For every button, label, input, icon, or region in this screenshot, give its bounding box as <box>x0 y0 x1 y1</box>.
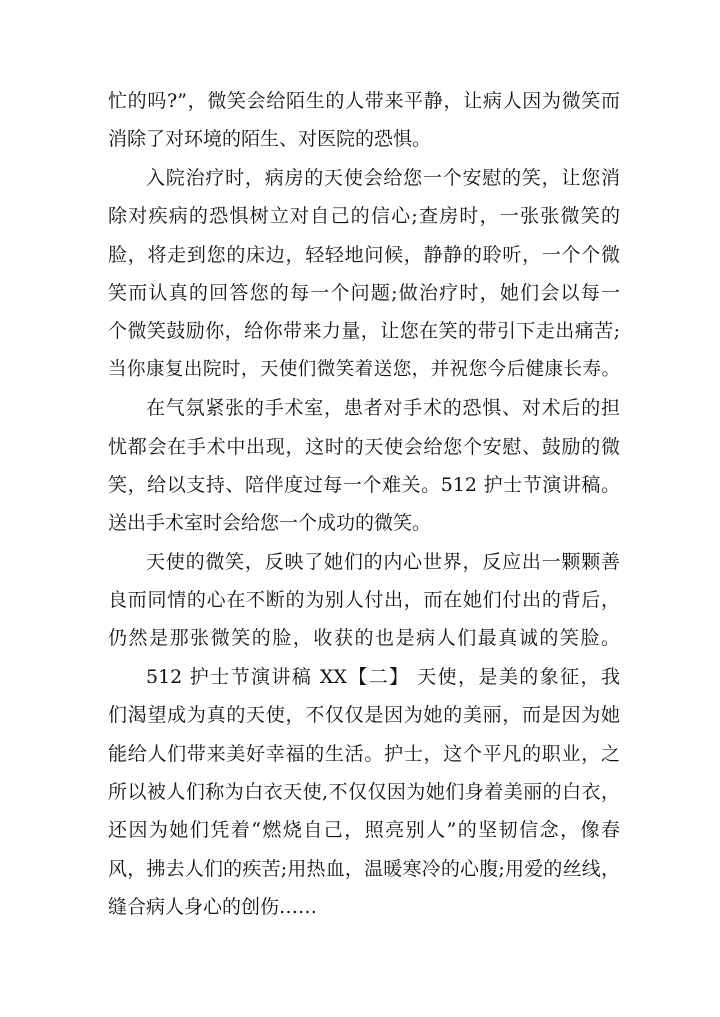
text-line-content: 忙的吗?”，微笑会给陌生的人带来平静，让病人因为微笑而 <box>108 90 620 112</box>
text-line <box>108 888 620 926</box>
text-line-content: 笑而认真的回答您的每一个问题;做治疗时，她们会以每一 <box>108 281 620 304</box>
text-line-content: 消除了对环境的陌生、对医院的恐惧。 <box>108 128 432 151</box>
text-line <box>108 696 620 734</box>
text-line-content: 风，拂去人们的疾苦;用热血，温暖寒冷的心腹;用爱的丝线， <box>108 857 620 880</box>
text-line <box>108 619 620 657</box>
text-line <box>108 120 620 158</box>
text-line <box>108 236 620 274</box>
text-line-content: 脸，将走到您的床边，轻轻地问候，静静的聆听，一个个微 <box>108 243 620 266</box>
text-line-content: 个微笑鼓励你，给你带来力量，让您在笑的带引下走出痛苦; <box>108 320 620 343</box>
text-line <box>108 197 620 235</box>
text-line <box>108 82 620 120</box>
text-line-content: 良而同情的心在不断的为别人付出，而在她们付出的背后， <box>108 589 620 612</box>
text-line <box>108 389 620 427</box>
text-line <box>108 351 620 389</box>
text-line <box>108 811 620 849</box>
text-line-content: 仍然是那张微笑的脸，收获的也是病人们最真诚的笑脸。 <box>108 627 620 650</box>
text-line-content: 送出手术室时会给您一个成功的微笑。 <box>108 512 432 535</box>
text-line <box>108 850 620 888</box>
text-line-content: 能给人们带来美好幸福的生活。护士，这个平凡的职业，之 <box>108 742 620 765</box>
text-line <box>108 159 620 197</box>
text-line <box>108 312 620 350</box>
text-line-content: 天使的微笑，反映了她们的内心世界，反应出一颗颗善 <box>146 550 620 573</box>
text-line-content: 在气氛紧张的手术室，患者对手术的恐惧、对术后的担 <box>146 397 620 420</box>
document-body <box>108 82 620 927</box>
text-line-content: 除对疾病的恐惧树立对自己的信心;查房时，一张张微笑的 <box>108 205 620 228</box>
text-line-content: 忧都会在手术中出现，这时的天使会给您个安慰、鼓励的微 <box>108 435 620 458</box>
text-line-content: 所以被人们称为白衣天使,不仅仅因为她们身着美丽的白衣， <box>108 781 620 804</box>
text-line <box>108 466 620 504</box>
text-line-content: 笑，给以支持、陪伴度过每一个难关。512 护士节演讲稿。 <box>108 473 620 496</box>
text-line-content: 缝合病人身心的创伤…… <box>108 896 318 919</box>
text-line-content: 入院治疗时，病房的天使会给您一个安慰的笑，让您消 <box>146 166 620 189</box>
text-line <box>108 658 620 696</box>
text-line <box>108 581 620 619</box>
text-line-content: 还因为她们凭着“燃烧自己，照亮别人”的坚韧信念，像春 <box>108 819 620 842</box>
text-line <box>108 735 620 773</box>
text-line <box>108 504 620 542</box>
text-line <box>108 543 620 581</box>
text-line <box>108 428 620 466</box>
text-line <box>108 773 620 811</box>
text-line <box>108 274 620 312</box>
text-line-content: 512 护士节演讲稿 XX【二】 天使，是美的象征，我 <box>146 665 620 688</box>
text-line-content: 们渴望成为真的天使，不仅仅是因为她的美丽，而是因为她 <box>108 704 620 727</box>
text-line-content: 当你康复出院时，天使们微笑着送您，并祝您今后健康长寿。 <box>108 358 620 380</box>
